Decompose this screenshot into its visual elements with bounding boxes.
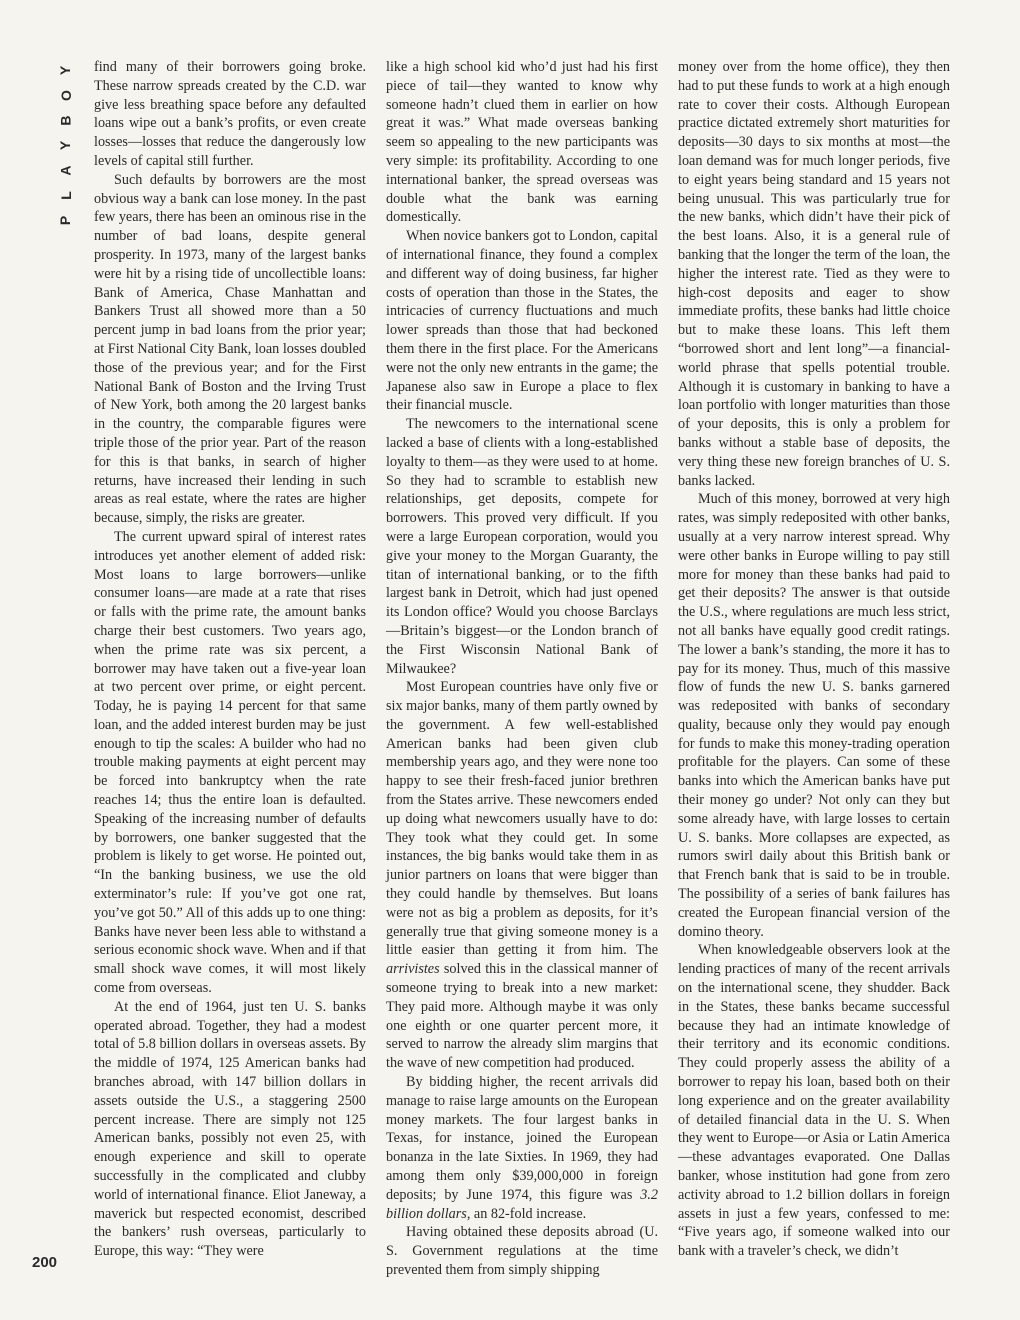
paragraph: like a high school kid who’d just had his first piece of tail—they wanted to know why someone hadn’t clued them in earlier on how great it was.” What made overseas banking seem so appealing to the new participants was very simple: its profitability. According to one international banker, the spread overseas was double what the bank was earning domestically. <box>386 59 658 226</box>
masthead-letter: P <box>57 215 74 226</box>
masthead-letter: Y <box>57 140 74 151</box>
paragraph: When novice bankers got to London, capital of international finance, they found a complex and different way of doing business, far higher costs of operation than those in the States, the intricacies of currency fluctuations and much lower spreads than those that had beckoned them there in the first place. For the Americans were not the only new entrants in the game; the Japanese also saw in Europe a place to flex their financial muscle. <box>386 228 658 414</box>
paragraph: By bidding higher, the recent arrivals did manage to raise large amounts on the European money markets. The four largest banks in Texas, for instance, joined the European bonanza in the late Sixties. In 1969, they had among them only $39,000,000 in foreign deposits; by June 1974, this figure was 3.2 billion dollars, an 82-fold increase. <box>386 1074 658 1222</box>
masthead <box>54 58 78 233</box>
page-number: 200 <box>32 1254 58 1271</box>
text-column-2 <box>386 58 658 1280</box>
masthead-letter: L <box>57 191 74 200</box>
text-column-1 <box>94 58 366 1261</box>
paragraph: Having obtained these deposits abroad (U. S. Government regulations at the time prevented them from simply shipping <box>386 1224 658 1278</box>
paragraph: Such defaults by borrowers are the most obvious way a bank can lose money. In the past few years, there has been an ominous rise in the number of bad loans, despite general prosperity. In 1973, many of the largest banks were hit by a rising tide of uncollectible loans: Bank of America, Chase Manhattan and Bankers Trust all showed more than a 50 percent jump in bad loans from the prior year; at First National City Bank, loan losses doubled those of the previous year; and for the First National Bank of Boston and the Irving Trust of New York, both among the 20 largest banks in the country, the comparable figures were triple those of the prior year. Part of the reason for this is that banks, in search of higher returns, have increased their lending in such areas as real estate, where the rates are higher because, simply, the risks are greater. <box>94 171 366 527</box>
paragraph: money over from the home office), they then had to put these funds to work at a high enough rate to cover their costs. Although European practice dictated extremely short maturities for deposits—30 days to six months at most—the loan demand was for much longer periods, five to eight years being standard and 15 years not being unusual. This was particularly true for the new banks, which didn’t have their pick of the best loans. Also, it is a general rule of banking that the longer the term of the loan, the higher the interest rate. Tied as they were to high-cost deposits and eager to show immediate profits, these banks had little choice but to make these loans. This left them “borrowed short and lent long”—a financial-world phrase that spells potential trouble. Although it is customary in banking to have a loan portfolio with longer maturities than those of your deposits, this is only a problem for banks without a stable base of deposits, the very thing these new foreign branches of U. S. banks lacked. <box>678 59 950 489</box>
paragraph: At the end of 1964, just ten U. S. banks operated abroad. Together, they had a modest total of 5.8 billion dollars in overseas assets. By the middle of 1974, 125 American banks had branches abroad, with 147 billion dollars in assets outside the U.S., a staggering 2500 percent increase. There are simply not 125 American banks, possibly not even 25, with enough experience and skill to operate successfully in the complicated and clubby world of international finance. Eliot Janeway, a maverick but respected economist, described the bankers’ rush overseas, particularly to Europe, this way: “They were <box>94 998 366 1260</box>
paragraph: The current upward spiral of interest rates introduces yet another element of added risk: Most loans to large borrowers—unlike consumer loans—are made at a rate that rises or falls with the prime rate, the amount banks charge their best customers. Two years ago, when the prime rate was six percent, a borrower may have taken out a five-year loan at two percent over prime, or eight percent. Today, he is paying 14 percent for that same loan, and the added interest burden may be just enough to tip the scales: A builder who had no trouble making payments at eight percent may be forced into bankruptcy when the rate reaches 14; thus the entire loan is defaulted. Speaking of the increasing number of defaults by borrowers, one banker suggested that the problem is likely to get worse. He pointed out, “In the banking business, we use the old exterminator’s rule: If you’ve got one rat, you’ve got 50.” All of this adds up to one thing: Banks have never been less able to withstand a serious economic shock wave. When and if that small shock wave comes, it will most likely come from overseas. <box>94 528 366 997</box>
paragraph: The newcomers to the international scene lacked a base of clients with a long-established loyalty to them—as they were used to at home. So they had to scramble to establish new relationships, get deposits, compete for borrowers. This proved very difficult. If you were a large European corporation, would you give your money to the Morgan Guaranty, the titan of international banking, or to the fifth largest bank in Detroit, which had just opened its London office? Would you choose Barclays—Britain’s biggest—or the London branch of the First Wisconsin National Bank of Milwaukee? <box>386 416 658 677</box>
masthead-letter: Y <box>57 65 74 76</box>
masthead-letter: A <box>57 165 74 176</box>
paragraph: Most European countries have only five or six major banks, many of them partly owned by the government. A few well-established American banks had been given club membership years ago, and they were none too happy to see their fresh-faced junior brethren from the States arrive. These newcomers ended up doing what newcomers usually have to do: They took what they could get. In some instances, the big banks would take them in as junior partners on loans that were bigger than they could handle by themselves. But loans were not as big a problem as deposits, for it’s generally true that giving someone money is a little easier than getting it from him. The arrivistes solved this in the classical manner of someone trying to break into a new market: They paid more. Although maybe it was only one eighth or one quarter percent more, it served to narrow the already slim margins that the wave of new competition had produced. <box>386 679 658 1072</box>
paragraph: find many of their borrowers going broke. These narrow spreads created by the C.D. war give less breathing space before any defaulted loans wipe out a bank’s profits, or even create losses—losses that reduce the dangerously low levels of capital still further. <box>94 59 366 169</box>
paragraph: When knowledgeable observers look at the lending practices of many of the recent arrivals on the international scene, they shudder. Back in the States, these banks became successful because they had an intimate knowledge of their territory and its economic conditions. They could properly assess the ability of a borrower to repay his loan, based both on their long experience and on the greater availability of detailed financial data in the U. S. When they went to Europe—or Asia or Latin America—these advantages evaporated. One Dallas banker, whose institution had gone from zero activity abroad to 1.2 billion dollars in foreign assets in just a few years, confessed to me: “Five years ago, if someone walked into our bank with a traveler’s check, we didn’t <box>678 942 950 1260</box>
masthead-letter: O <box>57 90 74 101</box>
text-column-3 <box>678 58 950 1261</box>
paragraph: Much of this money, borrowed at very high rates, was simply redeposited with other banks, usually at a very narrow interest spread. Why were other banks in Europe willing to pay still more for money than these banks had paid to get their deposits? The answer is that outside the U.S., where regulations are much less strict, not all banks have equally good credit ratings. The lower a bank’s standing, the more it has to pay for its money. Thus, much of this massive flow of funds the new U. S. banks garnered was redeposited with banks of secondary quality, because only they would pay enough for funds to make this money-trading operation profitable for the players. Can some of these banks into which the American banks have put their money go under? Not only can they but some already have, with large losses to certain U. S. banks. More collapses are expected, as rumors swirl daily about this British bank or that French bank that is said to be in trouble. The possibility of a series of bank failures has created the European financial version of the domino theory. <box>678 491 950 940</box>
masthead-letter: B <box>57 115 74 126</box>
